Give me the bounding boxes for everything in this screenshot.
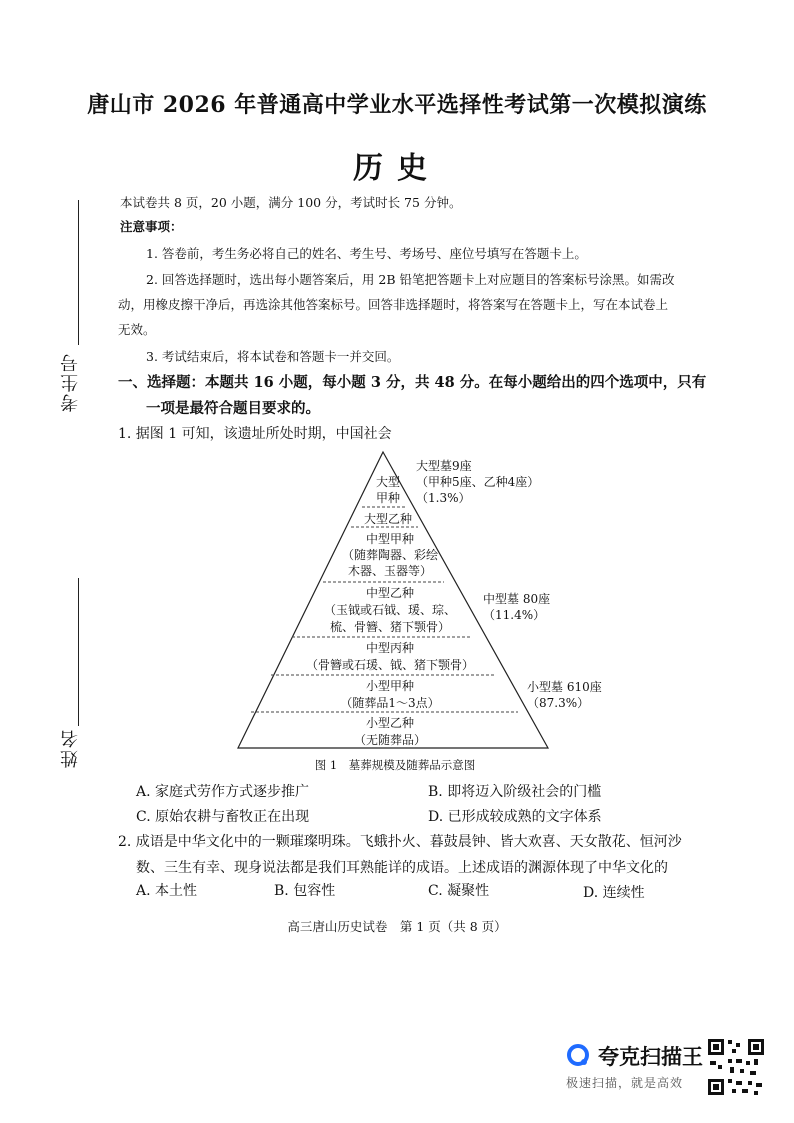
subject-title: 历史: [353, 151, 441, 186]
notice-item-2-line-1: 2. 回答选择题时，选出每小题答案后，用 2B 铅笔把答题卡上对应题目的答案标号涂黑。如需改: [146, 272, 675, 287]
notice-item-1: 1. 答卷前，考生务必将自己的姓名、考生号、考场号、座位号填写在答题卡上。: [146, 246, 587, 261]
exam-no-line: [78, 200, 79, 345]
tier-small-b-line-1: 小型乙种: [365, 716, 414, 730]
note-medium-count: 中型墓 80座: [483, 592, 551, 606]
q2-option-c: C. 凝聚性: [428, 883, 490, 899]
tier-medium-b-line-1: 中型乙种: [365, 586, 414, 600]
note-large-percent: （1.3%）: [416, 491, 471, 505]
tier-small-a-line-2: （随葬品1～3点）: [340, 696, 440, 710]
scanner-slogan: 极速扫描，就是高效: [566, 1076, 684, 1090]
q2-option-d: D. 连续性: [583, 885, 645, 901]
q2-option-b: B. 包容性: [274, 883, 336, 899]
scanner-logo-icon: [566, 1043, 590, 1067]
notice-item-2-line-2: 动，用橡皮擦干净后，再选涂其他答案标号。回答非选择题时，将答案写在答题卡上，写在本试卷上: [118, 297, 669, 312]
section-heading-line-2: 一项是最符合题目要求的。: [146, 400, 320, 417]
tier-large-a-line-1: 大型: [375, 475, 400, 489]
q2-stem-line-1: 2. 成语是中华文化中的一颗璀璨明珠。飞蛾扑火、暮鼓晨钟、皆大欢喜、天女散花、恒河沙: [118, 834, 682, 850]
q1-option-c: C. 原始农耕与畜牧正在出现: [136, 809, 310, 825]
tier-large-a-line-2: 甲种: [375, 491, 400, 505]
tier-large-b: 大型乙种: [363, 512, 412, 526]
notice-item-3: 3. 考试结束后，将本试卷和答题卡一并交回。: [146, 349, 400, 364]
q2-option-a: A. 本土性: [136, 883, 198, 899]
tier-small-a-line-1: 小型甲种: [365, 679, 414, 693]
tier-medium-c-line-1: 中型丙种: [365, 641, 414, 655]
note-small-count: 小型墓 610座: [527, 680, 602, 694]
notice-item-2-line-3: 无效。: [118, 322, 156, 337]
tier-medium-b-line-2: （玉钺或石钺、瑗、琮、: [323, 603, 456, 617]
note-large-count: 大型墓9座: [416, 459, 472, 473]
tier-small-b-line-2: （无随葬品）: [353, 733, 426, 747]
note-medium-percent: （11.4%）: [483, 608, 546, 622]
exam-no-label: 考生号: [60, 352, 81, 412]
name-label: 姓名: [60, 728, 81, 768]
q1-option-b: B. 即将迈入阶级社会的门槛: [428, 784, 602, 800]
q1-stem: 1. 据图 1 可知，该遗址所处时期，中国社会: [118, 426, 392, 442]
section-heading-line-1: 一、选择题：本题共 16 小题，每小题 3 分，共 48 分。在每小题给出的四个选项中，只有: [118, 374, 707, 391]
exam-intro: 本试卷共 8 页，20 小题，满分 100 分，考试时长 75 分钟。: [120, 195, 462, 210]
notice-heading: 注意事项：: [120, 219, 183, 234]
tier-medium-c-line-2: （骨簪或石瑗、钺、猪下颚骨）: [305, 658, 474, 672]
tier-medium-a-line-2: （随葬陶器、彩绘: [341, 548, 438, 562]
exam-title: 唐山市 2026 年普通高中学业水平选择性考试第一次模拟演练: [87, 92, 707, 118]
note-small-percent: （87.3%）: [527, 696, 590, 710]
figure-caption: 图 1 墓葬规模及随葬品示意图: [314, 758, 476, 772]
q1-option-a: A. 家庭式劳作方式逐步推广: [136, 784, 310, 800]
tier-medium-a-line-3: 木器、玉器等）: [347, 564, 432, 578]
page-footer: 高三唐山历史试卷 第 1 页（共 8 页）: [287, 919, 507, 934]
name-line: [78, 578, 79, 726]
tier-medium-b-line-3: 梳、骨簪、猪下颚骨）: [329, 620, 450, 634]
q1-option-d: D. 已形成较成熟的文字体系: [428, 809, 602, 825]
scanner-brand-name: 夸克扫描王: [598, 1045, 703, 1069]
tier-medium-a-line-1: 中型甲种: [365, 532, 414, 546]
q2-stem-line-2: 数、三生有幸、现身说法都是我们耳熟能详的成语。上述成语的渊源体现了中华文化的: [136, 860, 668, 876]
note-large-breakdown: （甲种5座、乙种4座）: [416, 475, 540, 489]
qr-code-icon: [706, 1037, 766, 1097]
